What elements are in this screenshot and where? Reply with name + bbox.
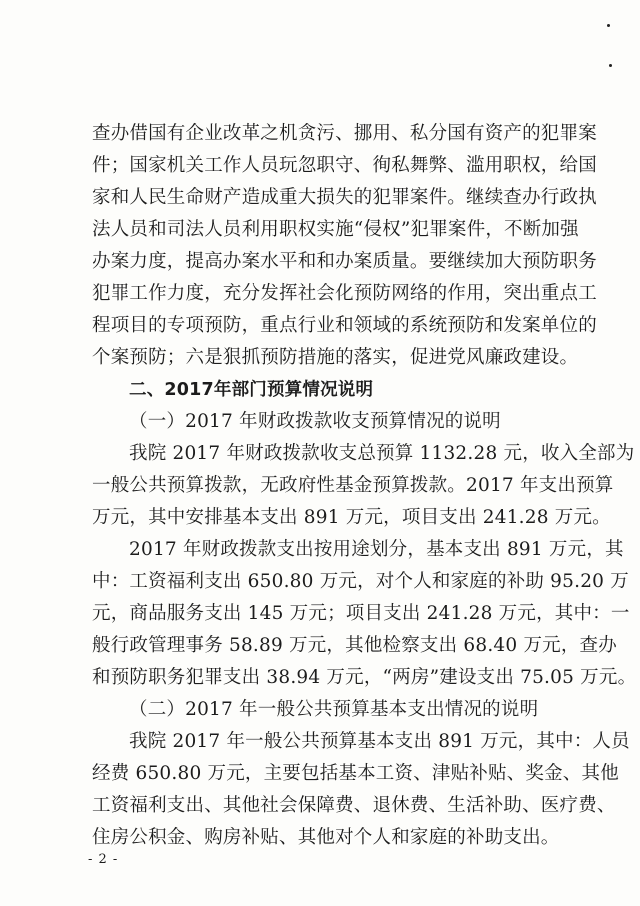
page-number: - 2 - — [88, 852, 119, 867]
paragraph-line: 万元，其中安排基本支出 891 万元，项目支出 241.28 万元。 — [92, 507, 611, 528]
paragraph-line: 中：工资福利支出 650.80 万元，对个人和家庭的补助 95.20 万 — [92, 571, 629, 592]
section-heading: 二、2017年部门预算情况说明 — [129, 380, 374, 400]
paragraph-line: 法人员和司法人员利用职权实施“侵权”犯罪案件，不断加强 — [92, 219, 579, 240]
paragraph-line: 和预防职务犯罪支出 38.94 万元，“两房”建设支出 75.05 万元。 — [92, 667, 637, 688]
paragraph-line: 经费 650.80 万元，主要包括基本工资、津贴补贴、奖金、其他 — [92, 763, 619, 784]
paragraph-line: 家和人民生命财产造成重大损失的犯罪案件。继续查办行政执 — [92, 187, 597, 208]
paragraph-line: 个案预防；六是狠抓预防措施的落实，促进党风廉政建设。 — [92, 347, 579, 368]
paragraph-line: 工资福利支出、其他社会保障费、退休费、生活补助、医疗费、 — [92, 795, 616, 816]
paragraph-line: 查办借国有企业改革之机贪污、挪用、私分国有资产的犯罪案 — [92, 123, 597, 144]
paragraph-line: 犯罪工作力度，充分发挥社会化预防网络的作用，突出重点工 — [92, 283, 597, 304]
subsection-heading: （一）2017 年财政拨款收支预算情况的说明 — [129, 411, 501, 432]
paragraph-line: 程项目的专项预防，重点行业和领域的系统预防和发案单位的 — [92, 315, 597, 336]
paragraph-line: 住房公积金、购房补贴、其他对个人和家庭的补助支出。 — [92, 827, 560, 848]
paragraph-line: 我院 2017 年财政拨款收支总预算 1132.28 元，收入全部为 — [129, 443, 635, 464]
scan-speck-dot — [609, 64, 612, 67]
paragraph-line: 一般公共预算拨款，无政府性基金预算拨款。2017 年支出预算 — [92, 475, 614, 496]
paragraph-line: 办案力度，提高办案水平和和办案质量。要继续加大预防职务 — [92, 251, 597, 272]
paragraph-line: 元，商品服务支出 145 万元；项目支出 241.28 万元，其中：一 — [92, 603, 630, 624]
paragraph-line: 我院 2017 年一般公共预算基本支出 891 万元，其中：人员 — [129, 731, 630, 752]
scan-speck-dot — [607, 24, 610, 27]
paragraph-line: 2017 年财政拨款支出按用途划分，基本支出 891 万元，其 — [129, 539, 624, 560]
paragraph-line: 件；国家机关工作人员玩忽职守、徇私舞弊、滥用职权，给国 — [92, 155, 597, 176]
paragraph-line: 般行政管理事务 58.89 万元，其他检察支出 68.40 万元，查办 — [92, 635, 617, 656]
subsection-heading: （二）2017 年一般公共预算基本支出情况的说明 — [129, 699, 539, 720]
